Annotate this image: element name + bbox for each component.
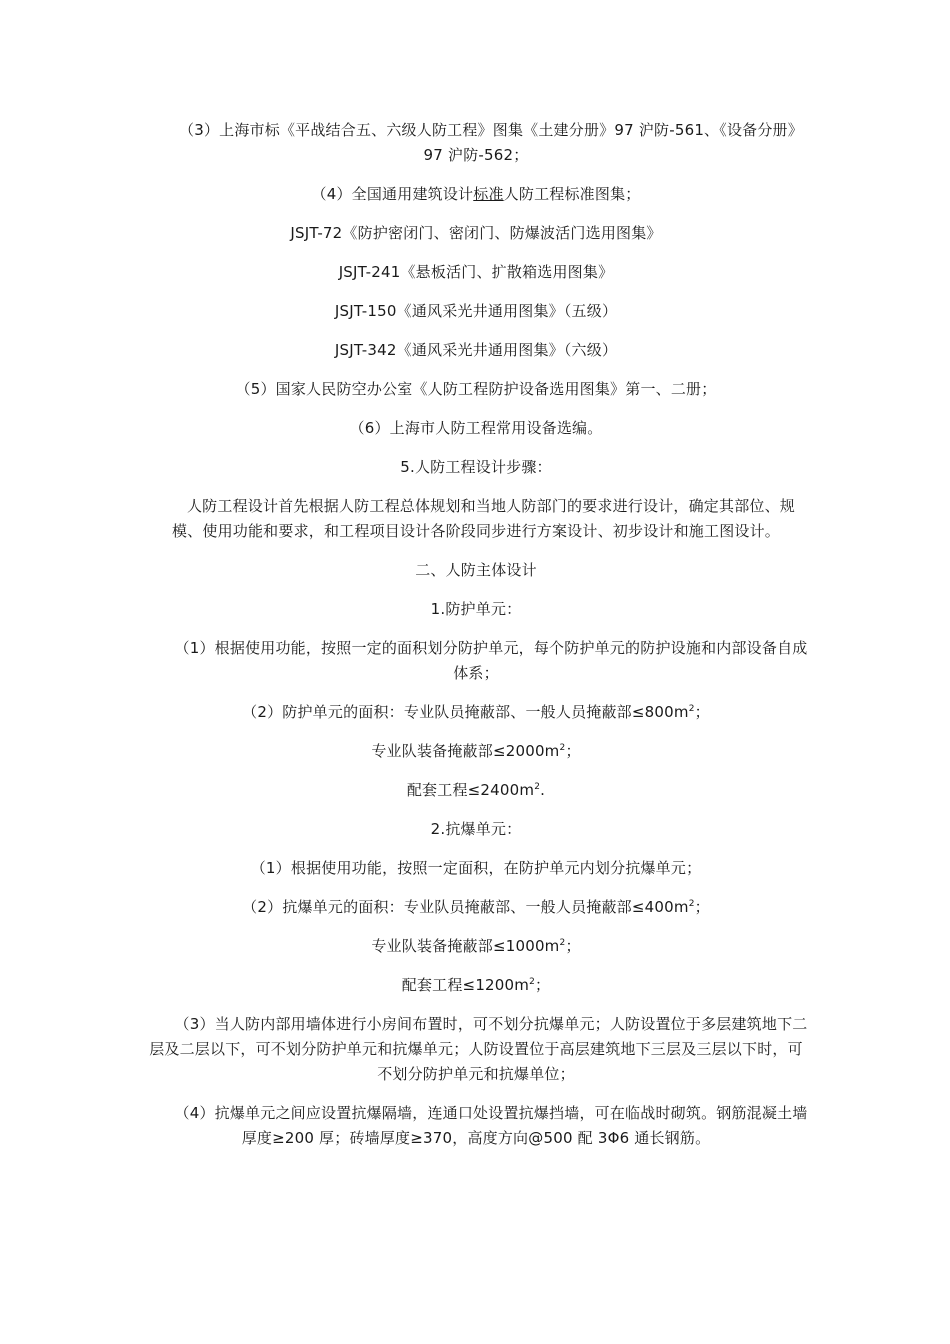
heading-protection-unit: 1.防护单元： (430, 600, 522, 618)
blast-unit-area-punct: ； (694, 898, 710, 916)
paragraph-blast-unit-3: （3）当人防内部用墙体进行小房间布置时，可不划分抗爆单元；人防设置位于多层建筑地下二层及二层以下，可不划分防护单元和抗爆单元；人防设置位于高层建筑地下三层及三层以下时，可不划分防护单元和抗爆单位； (149, 1015, 808, 1083)
paragraph-protection-unit-1: （1）根据使用功能，按照一定的面积划分防护单元，每个防护单元的防护设施和内部设备自成体系； (174, 639, 808, 682)
paragraph-protection-unit-area (142, 700, 810, 725)
paragraph-blast-unit-area (142, 895, 810, 920)
heading-design-steps: 5.人防工程设计步骤： (400, 458, 552, 476)
paragraph-national-standard-text-c: 人防工程标准图集； (503, 185, 641, 203)
paragraph-national-standard (142, 182, 810, 207)
superscript-2: 2 (559, 743, 566, 753)
superscript-2: 2 (534, 782, 541, 792)
supporting-1200-text: 配套工程≤1200m (401, 976, 530, 994)
paragraph-blast-unit-1: （1）根据使用功能，按照一定面积，在防护单元内划分抗爆单元； (250, 859, 702, 877)
paragraph-shanghai-equipment: （6）上海市人防工程常用设备选编。 (349, 419, 603, 437)
paragraph-national-standard-text-a: （4）全国通用建筑设计 (311, 185, 474, 203)
paragraph-equipment-shelter-2000 (142, 739, 810, 764)
paragraph-supporting-2400 (142, 778, 810, 803)
equipment-shelter-1000-punct: ； (565, 937, 581, 955)
paragraph-national-civil-defense: （5）国家人民防空办公室《人防工程防护设备选用图集》第一、二册； (235, 380, 717, 398)
paragraph-jsjt-342: JSJT-342《通风采光井通用图集》（六级） (334, 341, 618, 359)
supporting-1200-punct: ； (535, 976, 551, 994)
protection-unit-area-text: （2）防护单元的面积：专业队员掩蔽部、一般人员掩蔽部≤800m (242, 703, 689, 721)
superscript-2: 2 (559, 938, 566, 948)
heading-blast-unit: 2.抗爆单元： (430, 820, 522, 838)
protection-unit-area-punct: ； (694, 703, 710, 721)
document-body (142, 118, 810, 1165)
superscript-2: 2 (688, 704, 695, 714)
paragraph-equipment-shelter-1000 (142, 934, 810, 959)
paragraph-jsjt-241: JSJT-241《悬板活门、扩散箱选用图集》 (338, 263, 614, 281)
blast-unit-area-text: （2）抗爆单元的面积：专业队员掩蔽部、一般人员掩蔽部≤400m (242, 898, 689, 916)
supporting-2400-punct: . (540, 781, 546, 799)
paragraph-jsjt-72: JSJT-72《防护密闭门、密闭门、防爆波活门选用图集》 (290, 224, 662, 242)
equipment-shelter-2000-punct: ； (565, 742, 581, 760)
paragraph-shanghai-standard: （3）上海市标《平战结合五、六级人防工程》图集《土建分册》97 沪防-561、《设备分册》97 沪防-562； (179, 121, 803, 164)
underlined-word-standard: 标准 (473, 185, 504, 203)
superscript-2: 2 (688, 899, 695, 909)
superscript-2: 2 (529, 977, 536, 987)
supporting-2400-text: 配套工程≤2400m (406, 781, 535, 799)
paragraph-jsjt-150: JSJT-150《通风采光井通用图集》（五级） (334, 302, 618, 320)
paragraph-supporting-1200 (142, 973, 810, 998)
equipment-shelter-1000-text: 专业队装备掩蔽部≤1000m (371, 937, 560, 955)
heading-main-design: 二、人防主体设计 (415, 561, 537, 579)
paragraph-blast-unit-4: （4）抗爆单元之间应设置抗爆隔墙，连通口处设置抗爆挡墙，可在临战时砌筑。钢筋混凝土墙厚度≥200 厚；砖墙厚度≥370，高度方向@500 配 3Φ6 通长钢筋。 (174, 1104, 808, 1147)
paragraph-design-steps-body: 人防工程设计首先根据人防工程总体规划和当地人防部门的要求进行设计，确定其部位、规模、使用功能和要求，和工程项目设计各阶段同步进行方案设计、初步设计和施工图设计。 (171, 497, 795, 540)
equipment-shelter-2000-text: 专业队装备掩蔽部≤2000m (371, 742, 560, 760)
